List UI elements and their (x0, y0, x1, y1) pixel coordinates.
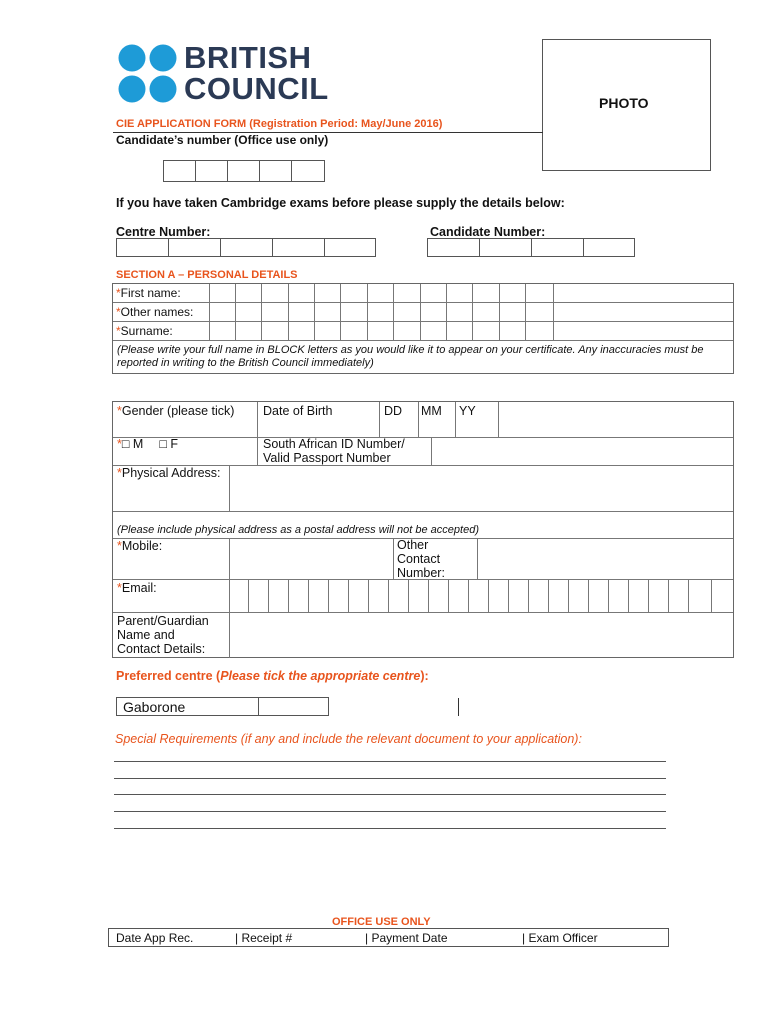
special-req-line-3[interactable] (114, 794, 666, 795)
cnum-box-4[interactable] (583, 238, 635, 257)
office-use-title: OFFICE USE ONLY (332, 916, 431, 928)
parent-input[interactable] (230, 613, 732, 657)
centre-number-boxes[interactable] (116, 238, 376, 257)
candidate-number-input-boxes[interactable] (427, 238, 635, 257)
special-requirements-label: Special Requirements (if any and include the relevant document to your application): (115, 732, 582, 746)
other-contact-input[interactable] (478, 539, 732, 578)
gender-label: *Gender (please tick) (117, 404, 235, 418)
other-names-input[interactable] (210, 303, 733, 321)
mobile-label: *Mobile: (117, 539, 163, 553)
candidate-number-boxes[interactable] (163, 160, 325, 182)
british-council-logo (118, 40, 333, 106)
mobile-input[interactable] (230, 539, 392, 578)
first-name-input[interactable] (210, 284, 733, 302)
candidate-office-label: Candidate’s number (Office use only) (116, 133, 329, 147)
address-input[interactable] (230, 466, 732, 510)
centre-option-box (116, 697, 329, 716)
office-receipt-label: | Receipt # (235, 931, 293, 945)
other-contact-label: Other Contact Number: (397, 538, 445, 580)
first-name-label: *First name: (116, 286, 181, 300)
address-note: (Please include physical address as a postal address will not be accepted) (117, 524, 479, 536)
cnum-box-2[interactable] (479, 238, 532, 257)
cnum-box-1[interactable] (427, 238, 480, 257)
candidate-number-label: Candidate Number: (430, 225, 546, 239)
cand-box-5[interactable] (291, 160, 325, 182)
centre-option-label: Gaborone (123, 699, 186, 715)
surname-label: *Surname: (116, 324, 173, 338)
section-a-title: SECTION A – PERSONAL DETAILS (116, 269, 298, 281)
cnum-box-3[interactable] (531, 238, 584, 257)
form-title: CIE APPLICATION FORM (Registration Period: May/June 2016) (116, 118, 443, 130)
dob-dd[interactable]: DD (384, 404, 403, 418)
centre-box-2[interactable] (168, 238, 221, 257)
other-names-label: *Other names: (116, 305, 194, 319)
cand-box-3[interactable] (227, 160, 260, 182)
name-note: (Please write your full name in BLOCK letters as you would like it to appear on your certificate. Any inaccuracies must be reported in writing to the British Council immediately) (117, 344, 704, 369)
centre-box-3[interactable] (220, 238, 273, 257)
gender-options: *□ M □ F (117, 437, 178, 451)
special-req-line-1[interactable] (114, 761, 666, 762)
id-label: South African ID Number/ Valid Passport Number (263, 437, 405, 465)
parent-label: Parent/Guardian Name and Contact Details: (117, 614, 209, 656)
office-use-row (108, 928, 669, 947)
logo-text-british: BRITISH (184, 40, 312, 75)
centre-tick-box[interactable] (259, 698, 328, 715)
centre-box-4[interactable] (272, 238, 325, 257)
centre-box-5[interactable] (324, 238, 376, 257)
details-table (112, 401, 734, 658)
office-date-label: Date App Rec. (116, 931, 194, 945)
divider-mark (458, 698, 459, 716)
centre-box-1[interactable] (116, 238, 169, 257)
gender-female-checkbox[interactable]: □ F (159, 437, 178, 451)
surname-input[interactable] (210, 322, 733, 340)
dob-yy[interactable]: YY (459, 404, 476, 418)
cand-box-4[interactable] (259, 160, 292, 182)
photo-label: PHOTO (599, 95, 649, 111)
prev-exams-text: If you have taken Cambridge exams before please supply the details below: (116, 196, 565, 210)
id-input[interactable] (432, 438, 732, 464)
gender-male-checkbox[interactable]: □ M (121, 437, 144, 451)
email-input[interactable] (230, 580, 732, 611)
cand-box-2[interactable] (195, 160, 228, 182)
email-label: *Email: (117, 581, 157, 595)
logo-dots-icon (118, 44, 180, 106)
office-payment-label: | Payment Date (365, 931, 448, 945)
special-req-line-2[interactable] (114, 778, 666, 779)
logo-text-council: COUNCIL (184, 71, 329, 106)
cand-box-1[interactable] (163, 160, 196, 182)
centre-number-label: Centre Number: (116, 225, 211, 239)
dob-mm[interactable]: MM (421, 404, 442, 418)
preferred-centre-label: Preferred centre (Please tick the appropriate centre): (116, 669, 429, 683)
special-req-line-5[interactable] (114, 828, 666, 829)
office-officer-label: | Exam Officer (522, 931, 598, 945)
dob-label: Date of Birth (263, 404, 333, 418)
special-req-line-4[interactable] (114, 811, 666, 812)
address-label: *Physical Address: (117, 466, 221, 480)
name-table (112, 283, 734, 374)
